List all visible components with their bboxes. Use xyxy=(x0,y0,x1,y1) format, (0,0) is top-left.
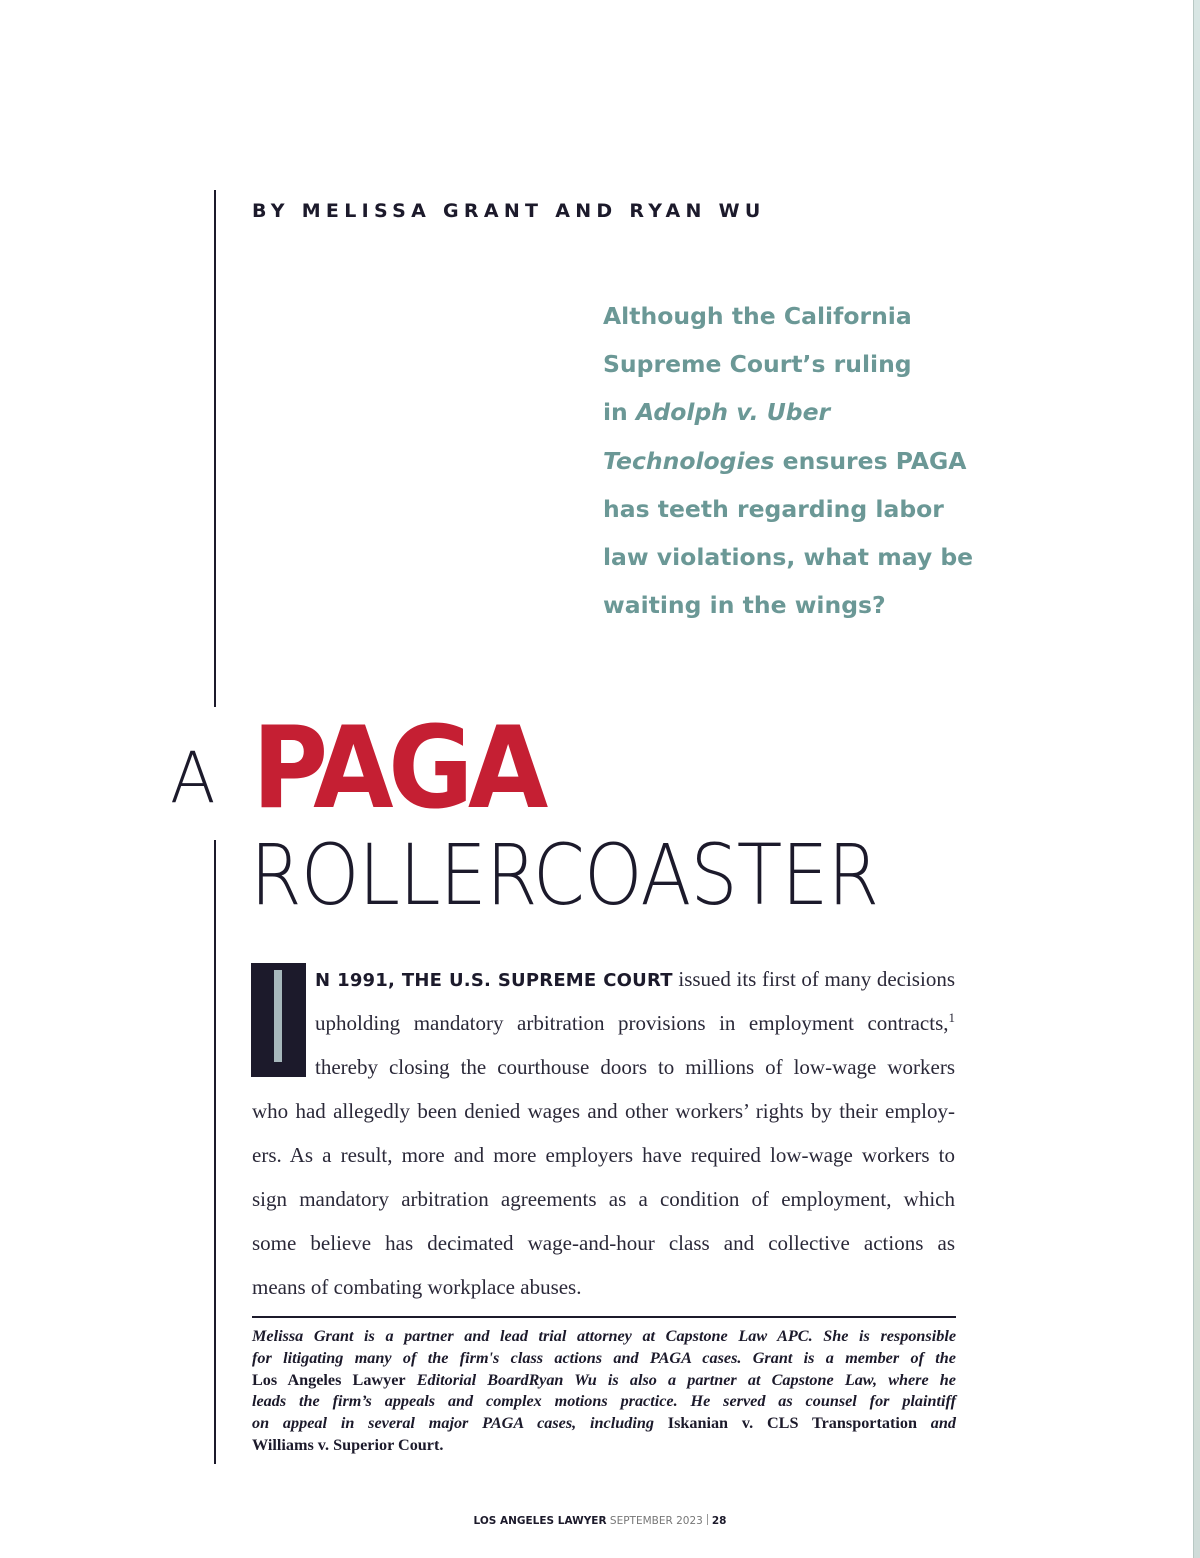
bio-text: Editorial BoardRyan Wu is also a partner at Capstone Law, where he xyxy=(405,1370,956,1389)
case-name: Williams v. Superior Court. xyxy=(252,1435,444,1454)
bio-line xyxy=(252,1413,956,1435)
footnote-marker: 1 xyxy=(948,1010,955,1025)
bio-text: and xyxy=(916,1414,956,1433)
vertical-rule-top xyxy=(214,190,216,707)
author-bio xyxy=(252,1326,956,1457)
bio-line: Melissa Grant is a partner and lead trial attorney at Capstone Law APC. She is responsible xyxy=(252,1327,956,1345)
byline: BY MELISSA GRANT AND RYAN WU xyxy=(252,200,766,222)
vertical-rule-bottom xyxy=(214,840,216,1464)
body-line: means of combating workplace abuses. xyxy=(252,1275,582,1299)
deck-line: law violations, what may be xyxy=(603,543,974,572)
deck-line: Although the California xyxy=(603,302,912,330)
footer-issue: SEPTEMBER 2023 xyxy=(609,1515,703,1527)
body-line: some believe has decimated wage-and-hour class and collective actions as xyxy=(252,1231,955,1255)
bio-text: on appeal in several major PAGA cases, including xyxy=(252,1414,668,1433)
deck-line: Supreme Court’s ruling xyxy=(603,350,912,379)
deck-text: in xyxy=(603,398,636,427)
body-line: sign mandatory arbitration agreements as a condition of employment, which xyxy=(252,1187,955,1211)
publication-name: Los Angeles Lawyer xyxy=(252,1370,406,1389)
deck xyxy=(603,292,974,629)
body-line: who had allegedly been denied wages and other workers’ rights by their employ- xyxy=(252,1099,955,1123)
body-line: ers. As a result, more and more employers have required low-wage workers to xyxy=(252,1143,955,1167)
bio-line xyxy=(252,1370,956,1392)
page-footer xyxy=(0,1514,1200,1527)
drop-cap-letter xyxy=(251,963,252,964)
case-name: Iskanian v. CLS Transportation xyxy=(667,1414,917,1433)
deck-line xyxy=(603,437,967,485)
next-page-edge xyxy=(1193,0,1200,1558)
footer-publication: LOS ANGELES LAWYER xyxy=(473,1515,607,1527)
title-highlight-word: PAGA xyxy=(252,702,543,834)
footer-separator xyxy=(707,1514,708,1525)
body-line xyxy=(315,1001,955,1045)
body-line xyxy=(315,957,955,1001)
body-text: issued its first of many decisions xyxy=(672,967,955,991)
drop-cap-glyph xyxy=(274,970,282,1062)
bio-line: leads the firm’s appeals and complex motions practice. He served as counsel for plaintiff xyxy=(252,1392,956,1411)
bio-line xyxy=(252,1435,956,1457)
deck-line: waiting in the wings? xyxy=(603,591,886,620)
title-second-line: ROLLERCOASTER xyxy=(250,826,879,924)
body-text: upholding mandatory arbitration provisions in employment contracts, xyxy=(315,1011,949,1035)
deck-line: has teeth regarding labor xyxy=(603,494,944,523)
deck-text: ensures PAGA xyxy=(774,446,967,475)
lead-in: N 1991, THE U.S. SUPREME COURT xyxy=(315,970,673,991)
deck-case-name: Adolph v. Uber xyxy=(635,398,831,427)
deck-line xyxy=(603,388,963,436)
body-line: thereby closing the courthouse doors to millions of low-wage workers xyxy=(315,1055,955,1079)
title-article-word: A xyxy=(170,737,216,819)
bio-divider xyxy=(252,1316,956,1318)
page-number: 28 xyxy=(711,1515,727,1527)
bio-line: for litigating many of the firm's class actions and PAGA cases. Grant is a member of the xyxy=(252,1348,956,1367)
deck-case-name: Technologies xyxy=(603,446,775,475)
